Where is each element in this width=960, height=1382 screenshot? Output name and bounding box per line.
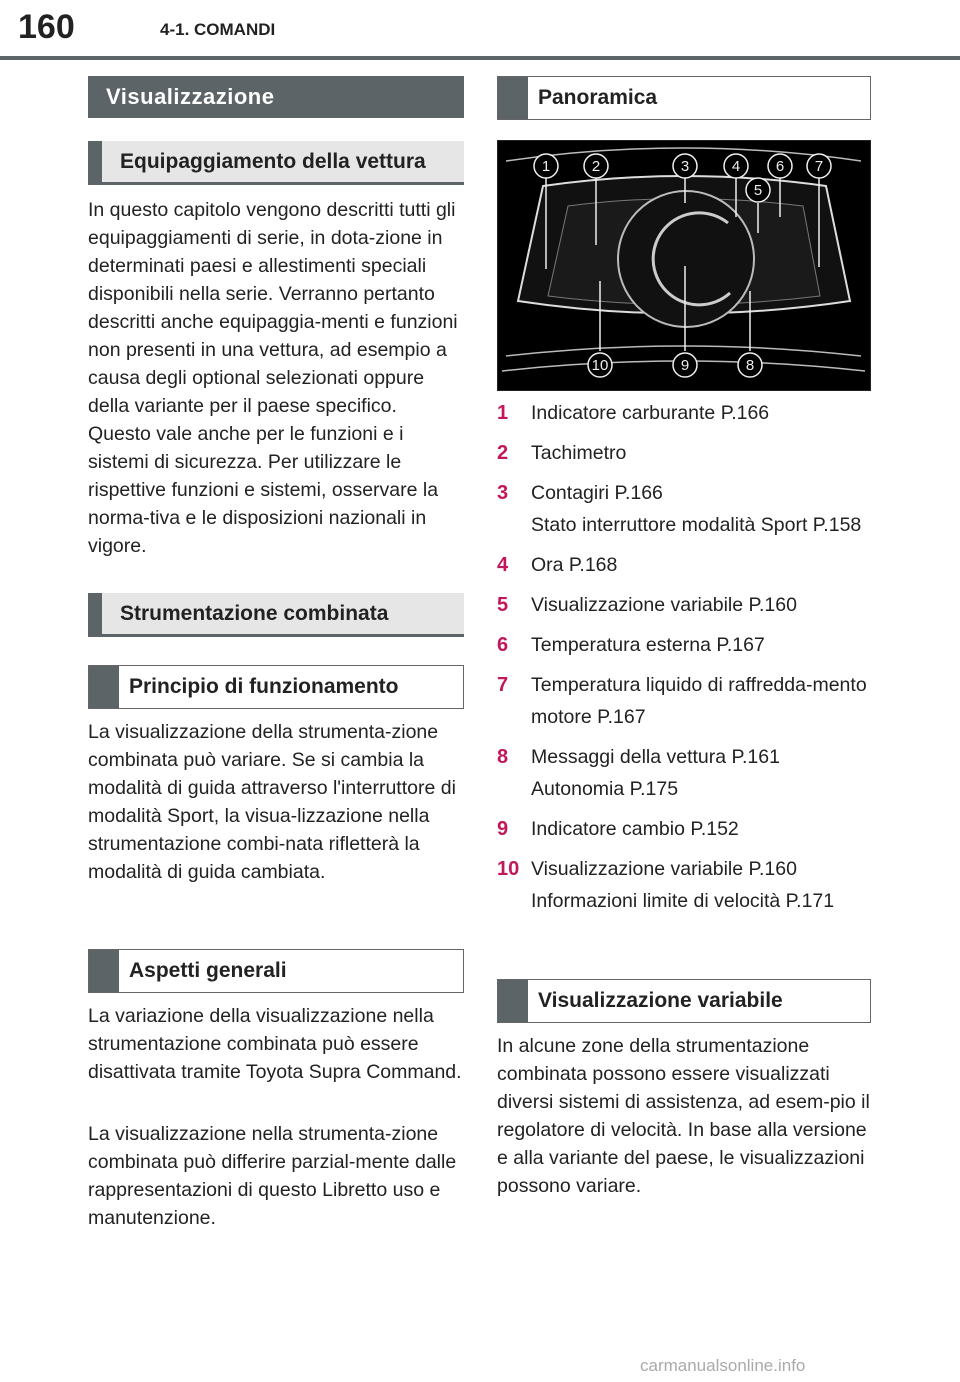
subheading-text: Principio di funzionamento [129, 675, 399, 698]
subheading-text: Visualizzazione variabile [538, 989, 783, 1012]
page-number: 160 [18, 8, 75, 46]
subheading-visualizzazione-variabile [497, 979, 871, 1023]
subheading-aspetti [88, 949, 464, 993]
header-divider [0, 56, 960, 60]
paragraph-equipaggiamento: In questo capitolo vengono descritti tutti gli equipaggiamenti di serie, in dota-zione in determinati paesi e allestimenti speciali disponibili nella serie. Verranno pertanto descritti anche equipaggia-menti e funzioni non presenti in una vettura, ad esempio a causa degli optional selezionati oppure della variante per il paese specifico. Questo vale anche per le funzioni e i sistemi di sicurezza. Per utilizzare le rispettive funzioni e sistemi, osservare la norma-tiva e le disposizioni nazionali in vigore. [88, 199, 458, 557]
watermark: carmanualsonline.info [640, 1356, 806, 1375]
legend-number: 10 [497, 858, 520, 880]
subheading-equipaggiamento [88, 141, 464, 185]
subheading-strumentazione [88, 593, 464, 637]
paragraph-aspetti-2: La visualizzazione nella strumenta-zione combinata può differire parzial-mente dalle rappresentazioni di questo Libretto uso e manutenzione. [88, 1123, 457, 1229]
legend-item [497, 549, 871, 581]
section-heading-visualizzazione [88, 76, 464, 118]
legend-text: Indicatore cambio P.152 [531, 818, 739, 840]
callout-1: 1 [541, 158, 551, 175]
legend-number: 5 [497, 594, 509, 616]
callout-3: 3 [680, 158, 690, 175]
paragraph-visualizzazione-variabile: In alcune zone della strumentazione combinata possono essere visualizzati diversi sistemi di assistenza, ad esem-pio il regolatore di velocità. In base alla versione e alla variante del paese, le visualizzazioni possono variare. [497, 1035, 870, 1197]
paragraph-aspetti-1: La variazione della visualizzazione nella strumentazione combinata può essere disattivata tramite Toyota Supra Command. [88, 1005, 462, 1083]
subheading-text: Strumentazione combinata [120, 601, 389, 625]
legend-item [497, 813, 871, 845]
subheading-text: Aspetti generali [129, 959, 287, 982]
instrument-cluster-illustration [498, 141, 869, 389]
subheading-text: Panoramica [538, 86, 658, 109]
legend-text: Stato interruttore modalità Sport P.158 [531, 514, 862, 536]
legend-text: Informazioni limite di velocità P.171 [531, 890, 835, 912]
legend-text: Indicatore carburante P.166 [531, 402, 770, 424]
legend-text: Temperatura esterna P.167 [531, 634, 765, 656]
legend-number: 1 [497, 402, 509, 424]
figure-legend [497, 397, 871, 925]
legend-item [497, 669, 871, 733]
callout-8: 8 [745, 357, 755, 374]
chapter-title: 4-1. COMANDI [160, 20, 276, 39]
callout-6: 6 [775, 158, 785, 175]
legend-number: 2 [497, 442, 509, 464]
callout-7: 7 [814, 158, 824, 175]
legend-item [497, 629, 871, 661]
legend-item [497, 477, 871, 541]
legend-text: Contagiri P.166 [531, 482, 663, 504]
legend-item [497, 397, 871, 429]
legend-item [497, 853, 871, 917]
legend-text: Visualizzazione variabile P.160 [531, 594, 797, 616]
legend-number: 9 [497, 818, 509, 840]
legend-number: 8 [497, 746, 509, 768]
legend-number: 3 [497, 482, 509, 504]
callout-10: 10 [591, 357, 609, 374]
legend-text: Temperatura liquido di raffredda-mento motore P.167 [531, 674, 867, 728]
subheading-text: Equipaggiamento della vettura [120, 149, 426, 173]
legend-text: Tachimetro [531, 442, 627, 464]
callout-9: 9 [680, 357, 690, 374]
legend-text: Messaggi della vettura P.161 [531, 746, 780, 768]
legend-item [497, 589, 871, 621]
callout-4: 4 [731, 158, 741, 175]
subheading-principio [88, 665, 464, 709]
legend-item [497, 437, 871, 469]
legend-item [497, 741, 871, 805]
instrument-cluster-figure [497, 140, 871, 391]
paragraph-principio: La visualizzazione della strumenta-zione combinata può variare. Se si cambia la modalità di guida attraverso l'interruttore di modalità Sport, la visua-lizzazione nella strumentazione combi-nata rifletterà la modalità di guida cambiata. [88, 721, 456, 883]
callout-2: 2 [591, 158, 601, 175]
legend-number: 6 [497, 634, 509, 656]
legend-number: 4 [497, 554, 509, 576]
legend-number: 7 [497, 674, 509, 696]
callout-5: 5 [753, 182, 763, 199]
legend-text: Autonomia P.175 [531, 778, 679, 800]
subheading-panoramica [497, 76, 871, 120]
legend-text: Ora P.168 [531, 554, 618, 576]
legend-text: Visualizzazione variabile P.160 [531, 858, 797, 880]
section-heading-text: Visualizzazione [106, 84, 275, 109]
